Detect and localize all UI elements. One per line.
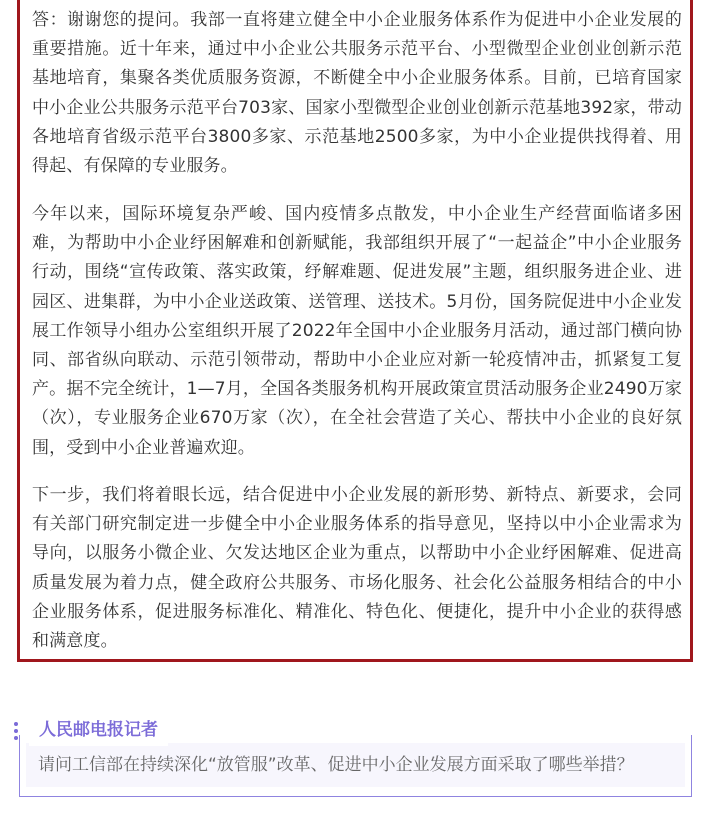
answer-paragraph-2: 今年以来，国际环境复杂严峻、国内疫情多点散发，中小企业生产经营面临诸多困难，为帮助中小企业纾困解难和创新赋能，我部组织开展了“一起益企”中小企业服务行动，围绕“宣传政策、落实政策，纾解难题、促进发展”主题，组织服务进企业、进园区、进集群，为中小企业送政策、送管理、送技术。5月份，国务院促进中小企业发展工作领导小组办公室组织开展了2022年全国中小企业服务月活动，通过部门横向协同、部省纵向联动、示范引领带动，帮助中小企业应对新一轮疫情冲击，抓紧复工复产。据不完全统计，1—7月，全国各类服务机构开展政策宣贯活动服务企业2490万家（次），专业服务企业670万家（次），在全社会营造了关心、帮扶中小企业的良好氛围，受到中小企业普遍欢迎。 — [32, 204, 682, 458]
answer-paragraph-1: 答：谢谢您的提问。我部一直将建立健全中小企业服务体系作为促进中小企业发展的重要措施。近十年来，通过中小企业公共服务示范平台、小型微型企业创业创新示范基地培育，集聚各类优质服务资源，不断健全中小企业服务体系。目前，已培育国家中小企业公共服务示范平台703家、国家小型微型企业创业创新示范基地392家，带动各地培育省级示范平台3800多家、示范基地2500多家，为中小企业提供找得着、用得起、有保障的专业服务。 — [32, 10, 682, 177]
question-text: 请问工信部在持续深化“放管服”改革、促进中小企业发展方面采取了哪些举措？ — [38, 755, 634, 775]
reporter-label: 人民邮电报记者 — [29, 716, 168, 746]
answer-panel — [17, 0, 693, 662]
answer-paragraph-3: 下一步，我们将着眼长远，结合促进中小企业发展的新形势、新特点、新要求，会同有关部门研究制定进一步健全中小企业服务体系的指导意见，坚持以中小企业需求为导向，以服务小微企业、欠发达地区企业为重点，以帮助中小企业纾困解难、促进高质量发展为着力点，健全政府公共服务、市场化服务、社会化公益服务相结合的中小企业服务体系，促进服务标准化、精准化、特色化、便捷化，提升中小企业的获得感和满意度。 — [32, 485, 682, 652]
question-background — [26, 743, 685, 787]
